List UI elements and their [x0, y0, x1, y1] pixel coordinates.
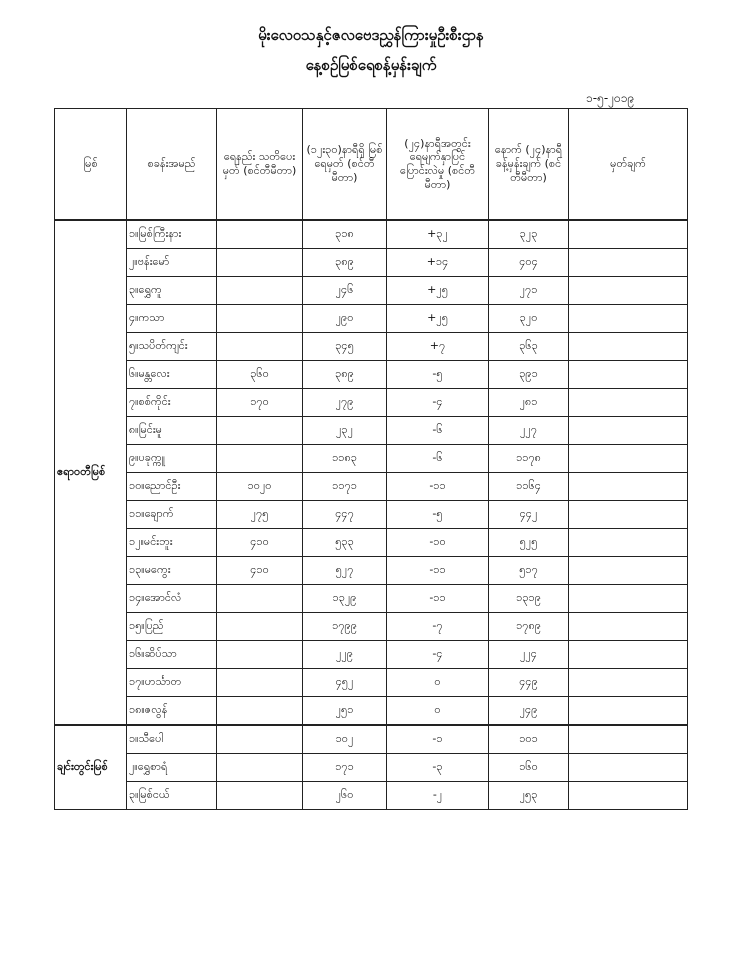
warning-level-cell [217, 782, 303, 810]
river-level-table [54, 108, 688, 810]
level-change-cell: ၀ [387, 669, 489, 697]
current-level-cell: ၄၅၂ [303, 669, 387, 697]
current-level-cell: ၅၃၃ [303, 529, 387, 557]
station-name-cell: ၂။ဗန်းမော် [127, 249, 217, 277]
forecast-level-cell: ၄၀၄ [489, 249, 569, 277]
remark-cell [569, 277, 688, 305]
forecast-level-cell: ၅၁၇ [489, 557, 569, 585]
warning-level-cell [217, 641, 303, 669]
table-row [55, 333, 688, 361]
current-level-cell: ၂၂၉ [303, 641, 387, 669]
warning-level-cell [217, 585, 303, 613]
level-change-cell: -၅ [387, 501, 489, 529]
level-change-cell: -၁၀ [387, 529, 489, 557]
level-change-cell: -၃ [387, 754, 489, 782]
table-row [55, 557, 688, 585]
col-header-station: စခန်းအမည် [127, 109, 217, 221]
level-change-cell: +၃၂ [387, 220, 489, 249]
current-level-cell: ၂၉၀ [303, 305, 387, 333]
level-change-cell: -၇ [387, 613, 489, 641]
river-group-label: ချင်းတွင်းမြစ် [55, 725, 127, 810]
col-header-24h-change: (၂၄)နာရီအတွင်း ရေမျက်နှာပြင် ပြောင်းလဲမှု (စင်တီမီတာ) [387, 109, 489, 221]
col-header-forecast: နောက် (၂၄)နာရီ ခန့်မှန်းချက် (စင်တီမီတာ) [489, 109, 569, 221]
col-header-river: မြစ် [55, 109, 127, 221]
current-level-cell: ၂၄၆ [303, 277, 387, 305]
station-name-cell: ၁၁။ချောက် [127, 501, 217, 529]
table-row [55, 782, 688, 810]
station-name-cell: ၁၄။အောင်လံ [127, 585, 217, 613]
current-level-cell: ၂၃၂ [303, 417, 387, 445]
remark-cell [569, 557, 688, 585]
table-row [55, 641, 688, 669]
station-name-cell: ၅။သပိတ်ကျင်း [127, 333, 217, 361]
level-change-cell: -၆ [387, 417, 489, 445]
remark-cell [569, 613, 688, 641]
level-change-cell: +၂၅ [387, 277, 489, 305]
current-level-cell: ၁၇၉၉ [303, 613, 387, 641]
level-change-cell: ၀ [387, 697, 489, 726]
forecast-level-cell: ၅၂၅ [489, 529, 569, 557]
station-name-cell: ၁၆။ဆိပ်သာ [127, 641, 217, 669]
forecast-level-cell: ၃၆၃ [489, 333, 569, 361]
remark-cell [569, 445, 688, 473]
table-row [55, 417, 688, 445]
warning-level-cell [217, 669, 303, 697]
station-name-cell: ၁၅။ပြည် [127, 613, 217, 641]
current-level-cell: ၃၈၉ [303, 249, 387, 277]
col-header-warning-level: ရေနည်း သတိပေးမှတ် (စင်တီမီတာ) [217, 109, 303, 221]
current-level-cell: ၃၁၈ [303, 220, 387, 249]
forecast-level-cell: ၂၇၁ [489, 277, 569, 305]
station-name-cell: ၆။မန္တလေး [127, 361, 217, 389]
warning-level-cell [217, 697, 303, 726]
remark-cell [569, 754, 688, 782]
warning-level-cell: ၂၇၅ [217, 501, 303, 529]
level-change-cell: -၁၁ [387, 557, 489, 585]
col-header-remark: မှတ်ချက် [569, 109, 688, 221]
warning-level-cell [217, 754, 303, 782]
forecast-level-cell: ၂၅၃ [489, 782, 569, 810]
warning-level-cell [217, 305, 303, 333]
table-row [55, 585, 688, 613]
remark-cell [569, 389, 688, 417]
current-level-cell: ၁၇၁ [303, 754, 387, 782]
station-name-cell: ၁၇။ဟင်္သာတ [127, 669, 217, 697]
table-row [55, 697, 688, 726]
station-name-cell: ၉။ပခုက္ကူ [127, 445, 217, 473]
col-header-current-level: (၁၂း၃၀)နာရီရှိ မြစ်ရေမှတ် (စင်တီမီတာ) [303, 109, 387, 221]
page-subtitle: နေ့စဉ်မြစ်ရေစန့်မှန်းချက် [305, 56, 437, 74]
forecast-level-cell: ၃၂၀ [489, 305, 569, 333]
station-name-cell: ၁။သီပေါ [127, 725, 217, 754]
station-name-cell: ၁၀။ညောင်ဦး [127, 473, 217, 501]
remark-cell [569, 249, 688, 277]
warning-level-cell [217, 277, 303, 305]
table-row [55, 445, 688, 473]
current-level-cell: ၅၂၇ [303, 557, 387, 585]
remark-cell [569, 333, 688, 361]
remark-cell [569, 782, 688, 810]
table-row [55, 361, 688, 389]
current-level-cell: ၁၁၈၃ [303, 445, 387, 473]
current-level-cell: ၂၅၁ [303, 697, 387, 726]
level-change-cell: -၁၁ [387, 585, 489, 613]
table-row [55, 249, 688, 277]
warning-level-cell [217, 725, 303, 754]
remark-cell [569, 669, 688, 697]
level-change-cell: +၂၅ [387, 305, 489, 333]
warning-level-cell [217, 220, 303, 249]
level-change-cell: +၇ [387, 333, 489, 361]
forecast-level-cell: ၁၃၁၉ [489, 585, 569, 613]
table-row [55, 277, 688, 305]
remark-cell [569, 473, 688, 501]
level-change-cell: -၂ [387, 782, 489, 810]
station-name-cell: ၇။စစ်ကိုင်း [127, 389, 217, 417]
warning-level-cell: ၁၇၀ [217, 389, 303, 417]
table-row [55, 669, 688, 697]
remark-cell [569, 725, 688, 754]
warning-level-cell: ၁၀၂၀ [217, 473, 303, 501]
station-name-cell: ၃။မြစ်ငယ် [127, 782, 217, 810]
table-row [55, 389, 688, 417]
river-group-label: ဧရာဝတီမြစ် [55, 220, 127, 725]
page-title: မိုးလေဝသနှင့်ဇလဗေဒညွှန်ကြားမှုဦးစီးဌာန [258, 26, 484, 44]
table-row [55, 305, 688, 333]
forecast-level-cell: ၁၀၁ [489, 725, 569, 754]
forecast-level-cell: ၂၂၇ [489, 417, 569, 445]
remark-cell [569, 305, 688, 333]
remark-cell [569, 697, 688, 726]
forecast-level-cell: ၁၆၀ [489, 754, 569, 782]
current-level-cell: ၄၄၇ [303, 501, 387, 529]
warning-level-cell: ၄၁၀ [217, 557, 303, 585]
forecast-level-cell: ၂၄၉ [489, 697, 569, 726]
remark-cell [569, 585, 688, 613]
warning-level-cell: ၃၆၀ [217, 361, 303, 389]
current-level-cell: ၂၇၉ [303, 389, 387, 417]
forecast-level-cell: ၃၉၁ [489, 361, 569, 389]
forecast-level-cell: ၃၂၃ [489, 220, 569, 249]
warning-level-cell [217, 333, 303, 361]
warning-level-cell [217, 445, 303, 473]
table-row [55, 220, 688, 249]
warning-level-cell: ၄၁၀ [217, 529, 303, 557]
table-row [55, 501, 688, 529]
report-date: ၁-၅-၂၀၁၉ [586, 91, 635, 105]
current-level-cell: ၁၀၂ [303, 725, 387, 754]
level-change-cell: -၆ [387, 445, 489, 473]
station-name-cell: ၄။ကသာ [127, 305, 217, 333]
forecast-level-cell: ၁၇၈၉ [489, 613, 569, 641]
remark-cell [569, 417, 688, 445]
current-level-cell: ၂၆၀ [303, 782, 387, 810]
station-name-cell: ၃။ရွှေကူ [127, 277, 217, 305]
remark-cell [569, 529, 688, 557]
forecast-level-cell: ၂၂၄ [489, 641, 569, 669]
table-row [55, 754, 688, 782]
remark-cell [569, 361, 688, 389]
warning-level-cell [217, 417, 303, 445]
current-level-cell: ၁၁၇၁ [303, 473, 387, 501]
level-change-cell: -၁၁ [387, 473, 489, 501]
remark-cell [569, 501, 688, 529]
level-change-cell: +၁၄ [387, 249, 489, 277]
warning-level-cell [217, 613, 303, 641]
station-name-cell: ၁၂။မင်းဘူး [127, 529, 217, 557]
level-change-cell: -၄ [387, 389, 489, 417]
table-header-row [55, 109, 688, 221]
station-name-cell: ၁။မြစ်ကြီးနား [127, 220, 217, 249]
forecast-level-cell: ၂၈၁ [489, 389, 569, 417]
forecast-level-cell: ၁၁၇၈ [489, 445, 569, 473]
station-name-cell: ၁၈။ဇလွန် [127, 697, 217, 726]
table-row [55, 473, 688, 501]
table-row [55, 613, 688, 641]
table-body [55, 220, 688, 810]
remark-cell [569, 220, 688, 249]
forecast-level-cell: ၁၁၆၄ [489, 473, 569, 501]
level-change-cell: -၁ [387, 725, 489, 754]
table-row [55, 529, 688, 557]
level-change-cell: -၄ [387, 641, 489, 669]
table-row [55, 725, 688, 754]
forecast-level-cell: ၄၄၉ [489, 669, 569, 697]
current-level-cell: ၃၄၅ [303, 333, 387, 361]
station-name-cell: ၂။ရွှေစာရံ [127, 754, 217, 782]
level-change-cell: -၅ [387, 361, 489, 389]
forecast-level-cell: ၄၄၂ [489, 501, 569, 529]
station-name-cell: ၁၃။မကွေး [127, 557, 217, 585]
warning-level-cell [217, 249, 303, 277]
current-level-cell: ၁၃၂၉ [303, 585, 387, 613]
remark-cell [569, 641, 688, 669]
station-name-cell: ၈။မြင်းမူ [127, 417, 217, 445]
current-level-cell: ၃၈၉ [303, 361, 387, 389]
